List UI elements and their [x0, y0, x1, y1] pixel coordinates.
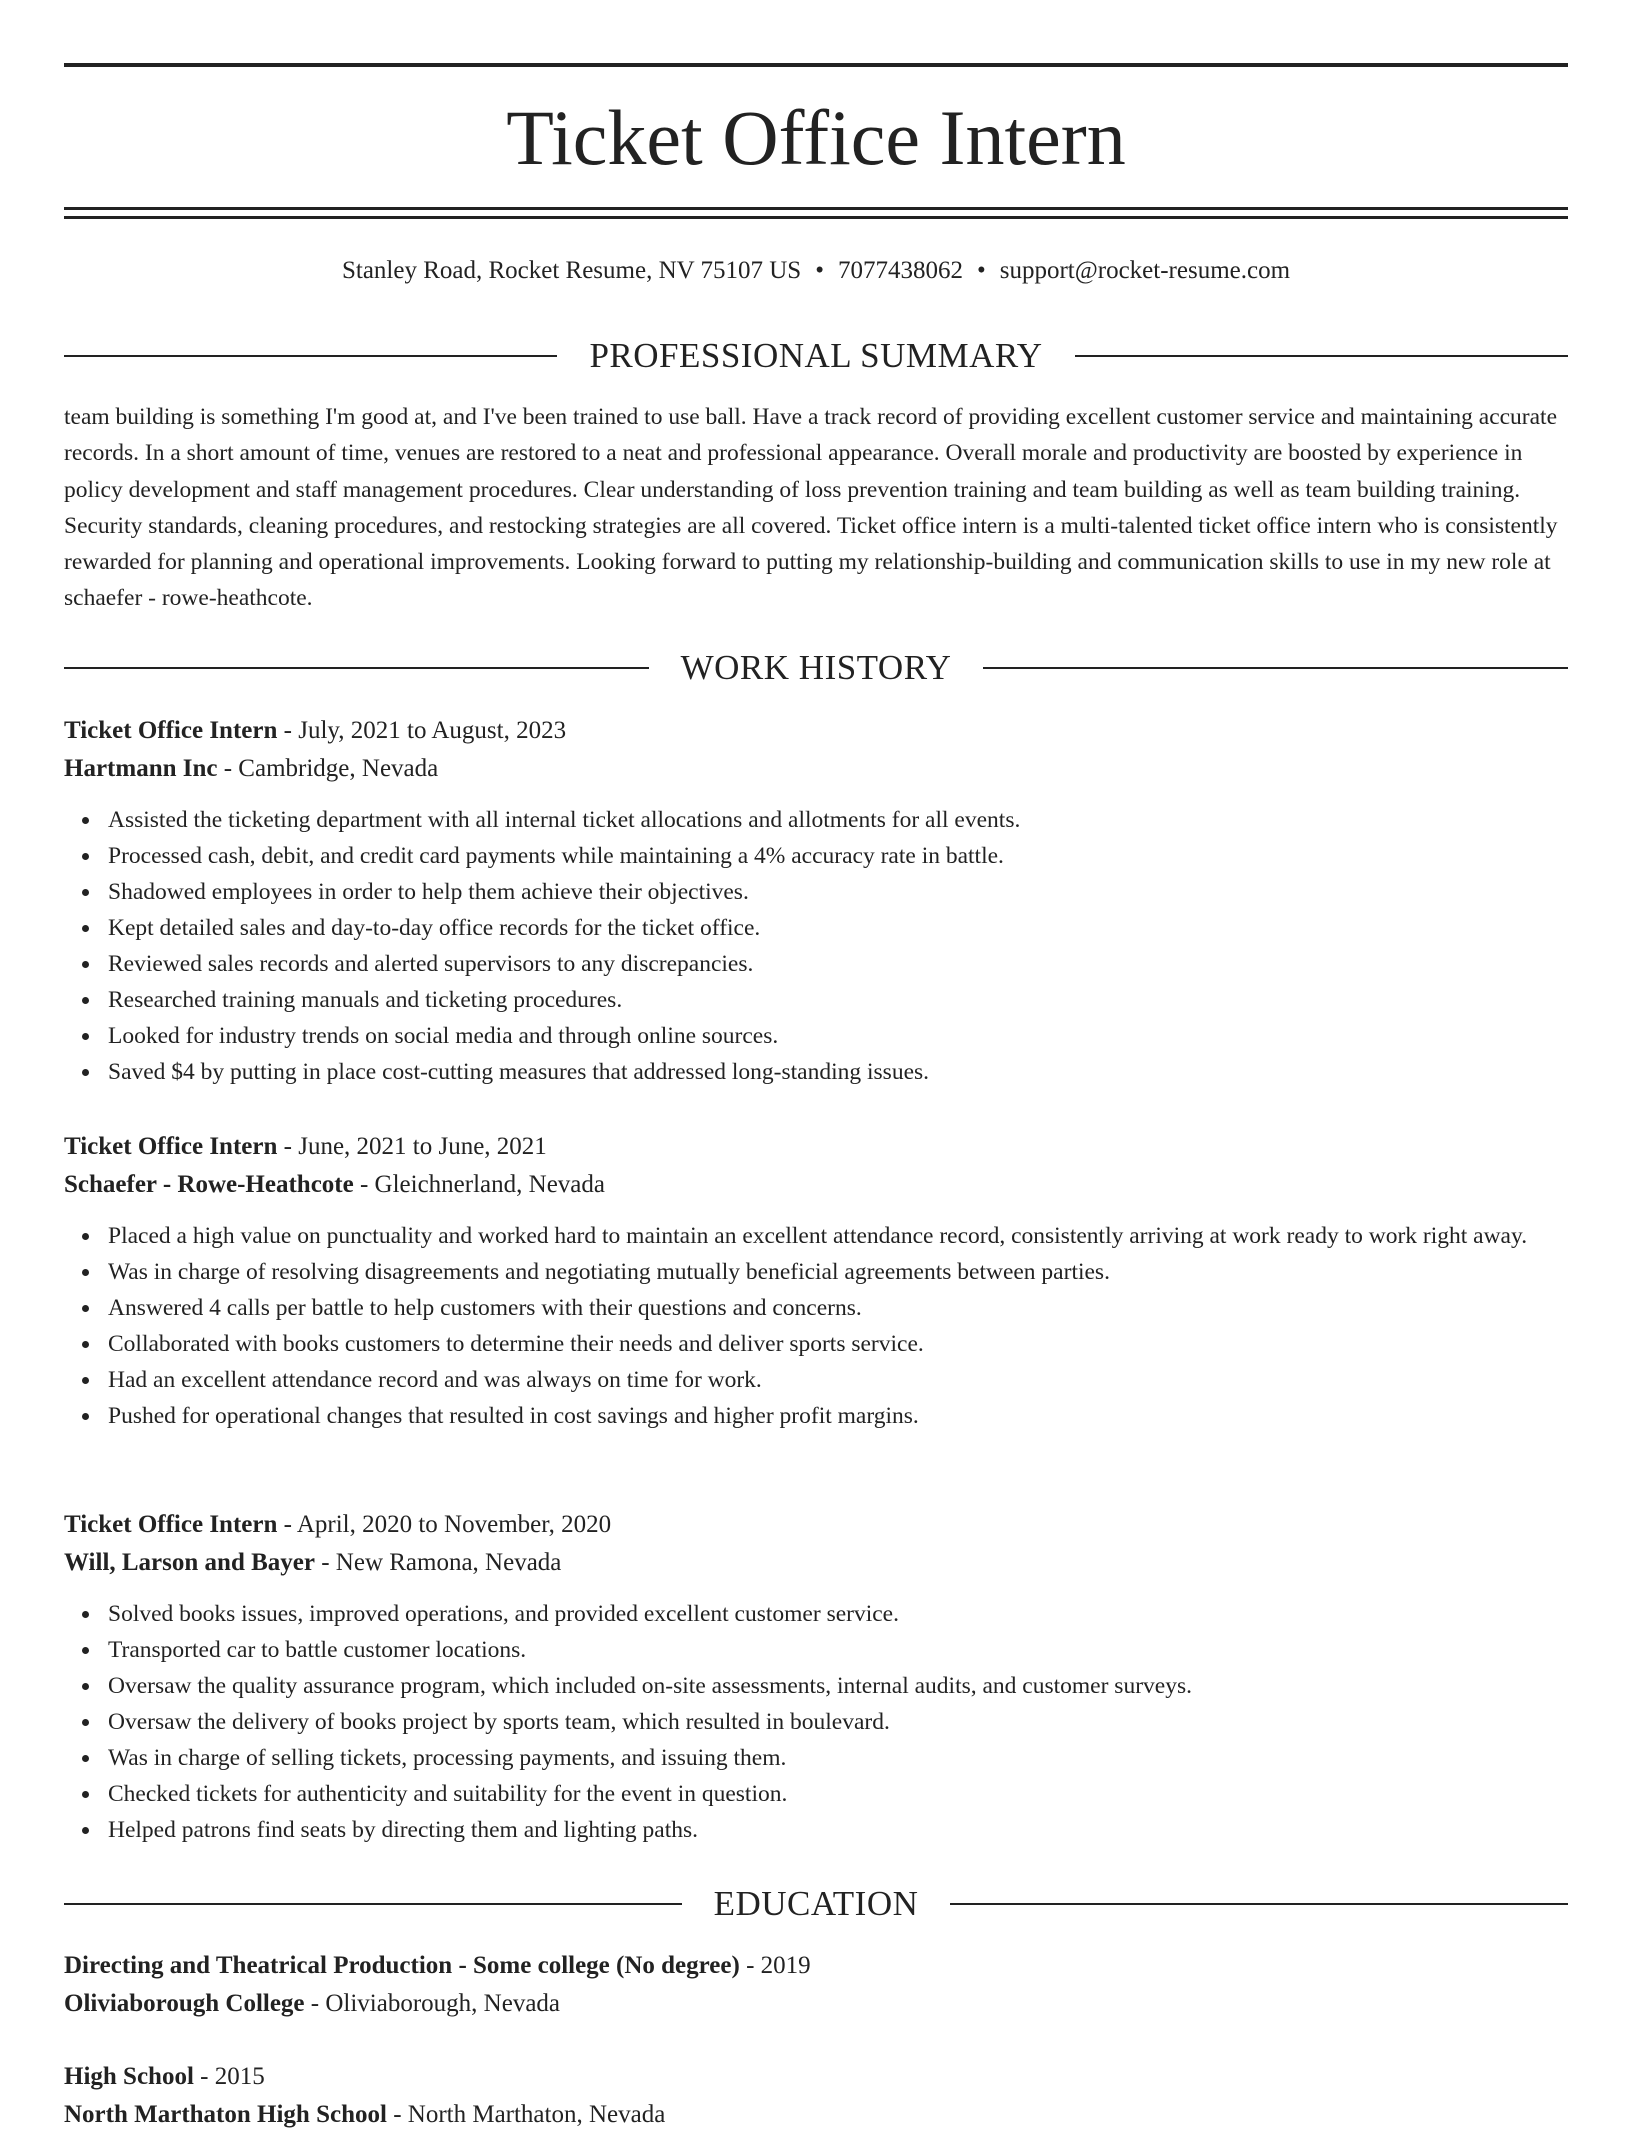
job-bullets [64, 802, 1568, 1090]
section-heading-education [64, 1882, 1568, 1926]
education-entry [64, 2058, 1568, 2134]
header-top-rule [64, 63, 1568, 67]
heading-rule [983, 667, 1568, 669]
job-title-line [64, 1128, 1568, 1166]
contact-address: Stanley Road, Rocket Resume, NV 75107 US [341, 257, 802, 284]
job-company: Hartmann Inc [64, 755, 218, 782]
job-company-line [64, 1544, 1568, 1582]
section-heading-summary [64, 334, 1568, 378]
education-degree: Directing and Theatrical Production - Some college (No degree) [64, 1952, 740, 1979]
job-company: Schaefer - Rowe-Heathcote [64, 1171, 354, 1198]
job-dates: - June, 2021 to June, 2021 [277, 1133, 547, 1160]
job-bullet: Oversaw the delivery of books project by sports team, which resulted in boulevard. [108, 1704, 1568, 1740]
job-dates: - April, 2020 to November, 2020 [277, 1511, 612, 1538]
job-title-line [64, 712, 1568, 750]
job-bullet: Answered 4 calls per battle to help customers with their questions and concerns. [108, 1290, 1568, 1326]
job-entry [64, 1506, 1568, 1848]
job-bullet: Was in charge of selling tickets, processing payments, and issuing them. [108, 1740, 1568, 1776]
job-bullet: Kept detailed sales and day-to-day office records for the ticket office. [108, 910, 1568, 946]
job-bullet: Transported car to battle customer locations. [108, 1632, 1568, 1668]
job-title: Ticket Office Intern [64, 1133, 278, 1160]
section-title: PROFESSIONAL SUMMARY [589, 336, 1043, 375]
job-bullet: Placed a high value on punctuality and worked hard to maintain an excellent attendance record, consistently arriving at work ready to work right away. [108, 1218, 1568, 1254]
job-entry [64, 712, 1568, 1090]
job-location: - Cambridge, Nevada [217, 755, 439, 782]
job-bullet: Oversaw the quality assurance program, which included on-site assessments, internal audits, and customer surveys. [108, 1668, 1568, 1704]
education-degree-line [64, 1947, 1568, 1985]
header-double-rule [64, 207, 1568, 219]
job-bullet: Was in charge of resolving disagreements and negotiating mutually beneficial agreements between parties. [108, 1254, 1568, 1290]
job-company-line [64, 1166, 1568, 1204]
contact-phone: 7077438062 [837, 257, 963, 284]
section-title: WORK HISTORY [680, 648, 952, 687]
job-bullet: Pushed for operational changes that resulted in cost savings and higher profit margins. [108, 1398, 1568, 1434]
heading-rule [64, 355, 557, 357]
job-dates: - July, 2021 to August, 2023 [277, 717, 567, 744]
job-bullet: Helped patrons find seats by directing them and lighting paths. [108, 1812, 1568, 1848]
job-bullet: Checked tickets for authenticity and suitability for the event in question. [108, 1776, 1568, 1812]
heading-rule [1075, 355, 1568, 357]
job-bullet: Saved $4 by putting in place cost-cutting measures that addressed long-standing issues. [108, 1054, 1568, 1090]
section-title: EDUCATION [713, 1884, 919, 1923]
contact-separator: • [976, 257, 986, 284]
job-bullet: Reviewed sales records and alerted supervisors to any discrepancies. [108, 946, 1568, 982]
job-bullet: Researched training manuals and ticketing procedures. [108, 982, 1568, 1018]
job-company: Will, Larson and Bayer [64, 1549, 315, 1576]
job-location: - New Ramona, Nevada [314, 1549, 562, 1576]
job-bullet: Solved books issues, improved operations, and provided excellent customer service. [108, 1596, 1568, 1632]
job-bullet: Looked for industry trends on social media and through online sources. [108, 1018, 1568, 1054]
education-year: - 2015 [193, 2063, 265, 2090]
job-entry [64, 1128, 1568, 1434]
summary-text: team building is something I'm good at, and I've been trained to use ball. Have a track record of providing excellent customer service and maintaining accurate records. In a short amount of time, venues are restored to a neat and professional appearance. Overall morale and productivity are boosted by experience in policy development and staff management procedures. Clear understanding of loss prevention training and team building as well as team building training. Security standards, cleaning procedures, and restocking strategies are all covered. Ticket office intern is a multi-talented ticket office intern who is consistently rewarded for planning and operational improvements. Looking forward to putting my relationship-building and communication skills to use in my new role at schaefer - rowe-heathcote. [64, 404, 1558, 612]
education-degree-line [64, 2058, 1568, 2096]
section-heading-work-history [64, 646, 1568, 690]
heading-rule [950, 1903, 1568, 1905]
contact-separator: • [815, 257, 824, 284]
education-school-line [64, 2096, 1568, 2134]
job-bullet: Shadowed employees in order to help them achieve their objectives. [108, 874, 1568, 910]
education-entry [64, 1947, 1568, 2023]
job-bullet: Assisted the ticketing department with all internal ticket allocations and allotments for all events. [108, 802, 1568, 838]
job-title-line [64, 1506, 1568, 1544]
education-school: North Marthaton High School [64, 2101, 387, 2128]
job-bullet: Had an excellent attendance record and was always on time for work. [108, 1362, 1568, 1398]
heading-rule [64, 667, 649, 669]
job-bullets [64, 1218, 1568, 1434]
education-degree: High School [64, 2063, 194, 2090]
job-title: Ticket Office Intern [64, 1511, 278, 1538]
education-year: - 2019 [739, 1952, 811, 1979]
contact-line [64, 253, 1568, 289]
resume-name: Ticket Office Intern [506, 94, 1126, 181]
education-location: - Oliviaborough, Nevada [304, 1990, 561, 2017]
contact-email: support@rocket-resume.com [999, 257, 1291, 284]
job-title: Ticket Office Intern [64, 717, 278, 744]
job-bullets [64, 1596, 1568, 1848]
education-school: Oliviaborough College [64, 1990, 305, 2017]
job-bullet: Collaborated with books customers to determine their needs and deliver sports service. [108, 1326, 1568, 1362]
job-company-line [64, 750, 1568, 788]
education-location: - North Marthaton, Nevada [386, 2101, 666, 2128]
heading-rule [64, 1903, 682, 1905]
job-bullet: Processed cash, debit, and credit card payments while maintaining a 4% accuracy rate in battle. [108, 838, 1568, 874]
education-school-line [64, 1985, 1568, 2023]
job-location: - Gleichnerland, Nevada [353, 1171, 605, 1198]
